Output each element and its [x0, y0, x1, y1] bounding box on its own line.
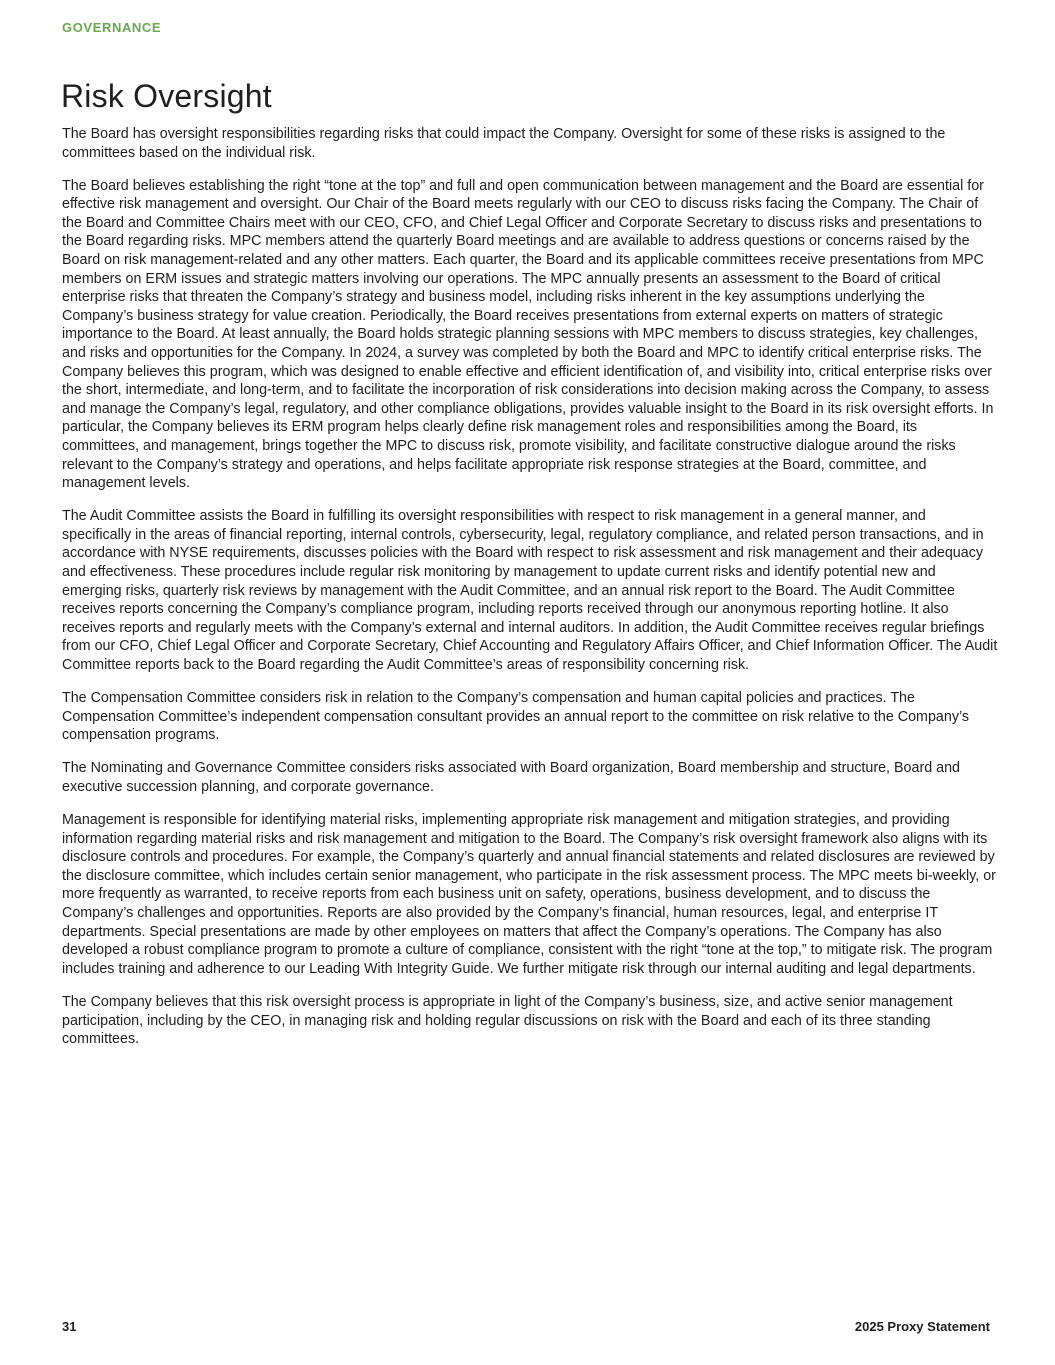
page-title: Risk Oversight: [61, 78, 272, 114]
paragraph-compensation-committee: The Compensation Committee considers risk in relation to the Company’s compensation and human capital policies and practices. The Compensation Committee’s independent compensation consultant provides an annual report to the committee on risk relative to the Company’s compensation programs.: [62, 690, 970, 744]
footer-document-name: 2025 Proxy Statement: [854, 1319, 990, 1334]
paragraph-intro: The Board has oversight responsibilities regarding risks that could impact the Company. Oversight for some of these risks is assigned to the committees based on the individual risk.: [62, 126, 946, 161]
section-label: GOVERNANCE: [62, 20, 162, 35]
paragraph-conclusion: The Company believes that this risk oversight process is appropriate in light of the Company’s business, size, and active senior management participation, including by the CEO, in managing risk and holding regular discussions on risk with the Board and each of its three standing committees.: [62, 993, 953, 1048]
paragraph-management: Management is responsible for identifying material risks, implementing appropriate risk management and mitigation strategies, and providing information regarding material risks and risk management and mitigation to the Board. The Company’s risk oversight framework also aligns with its disclosure controls and procedures. For example, the Company’s quarterly and annual financial statements and related disclosures are reviewed by the disclosure committee, which includes certain senior management, who participate in the risk assessment process. The MPC meets bi-weekly, or more frequently as warranted, to receive reports from each business unit on safety, operations, business development, and to discuss the Company’s challenges and opportunities. Reports are also provided by the Company’s financial, human resources, legal, and enterprise IT departments. Special presentations are made by other employees on matters that affect the Company’s operations. The Company has also developed a robust compliance program to promote a culture of compliance, consistent with the right “tone at the top,” to mitigate risk. The program includes training and adherence to our Leading With Integrity Guide. We further mitigate risk through our internal auditing and legal departments.: [62, 812, 996, 977]
paragraph-board-tone: The Board believes establishing the right “tone at the top” and full and open communication between management and the Board are essential for effective risk management and oversight. Our Chair of the Board meets regularly with our CEO to discuss risks facing the Company. The Chair of the Board and Committee Chairs meet with our CEO, CFO, and Chief Legal Officer and Corporate Secretary to discuss risks and presentations to the Board regarding risks. MPC members attend the quarterly Board meetings and are available to address questions or concerns raised by the Board on risk management-related and any other matters. Each quarter, the Board and its applicable committees receive presentations from MPC members on ERM issues and strategic matters involving our operations. The MPC annually presents an assessment to the Board of critical enterprise risks that threaten the Company’s strategy and business model, including risks inherent in the key assumptions underlying the Company’s business strategy for value creation. Periodically, the Board receives presentations from external experts on matters of strategic importance to the Board. At least annually, the Board holds strategic planning sessions with MPC members to discuss strategies, key challenges, and risks and opportunities for the Company. In 2024, a survey was completed by both the Board and MPC to identify critical enterprise risks. The Company believes this program, which was designed to enable effective and efficient identification of, and visibility into, critical enterprise risks over the short, intermediate, and long-term, and to facilitate the incorporation of risk considerations into decision making across the Company, to assess and manage the Company’s legal, regulatory, and other compliance obligations, provides valuable insight to the Board in its risk oversight efforts. In particular, the Company believes its ERM program helps clearly define risk management roles and responsibilities among the Board, its committees, and management, brings together the MPC to discuss risk, promote visibility, and facilitate constructive dialogue around the risks relevant to the Company’s strategy and operations, and helps facilitate appropriate risk response strategies at the Board, committee, and management levels.: [62, 177, 994, 492]
body-text: [62, 125, 998, 1063]
paragraph-nominating-committee: The Nominating and Governance Committee considers risks associated with Board organization, Board membership and structure, Board and executive succession planning, and corporate governance.: [62, 760, 960, 795]
footer-page-number: 31: [62, 1319, 77, 1334]
paragraph-audit-committee: The Audit Committee assists the Board in fulfilling its oversight responsibilities with respect to risk management in a general manner, and specifically in the areas of financial reporting, internal controls, cybersecurity, legal, regulatory compliance, and related person transactions, and in accordance with NYSE requirements, discusses policies with the Board with respect to risk assessment and risk management and their adequacy and effectiveness. These procedures include regular risk monitoring by management to update current risks and identify potential new and emerging risks, quarterly risk reviews by management with the Audit Committee, and an annual risk report to the Board. The Audit Committee receives reports concerning the Company’s compliance program, including reports received through our anonymous reporting hotline. It also receives reports and regularly meets with the Company’s external and internal auditors. In addition, the Audit Committee receives regular briefings from our CFO, Chief Legal Officer and Corporate Secretary, Chief Accounting and Regulatory Affairs Officer, and Chief Information Officer. The Audit Committee reports back to the Board regarding the Audit Committee’s areas of responsibility concerning risk.: [62, 508, 998, 674]
